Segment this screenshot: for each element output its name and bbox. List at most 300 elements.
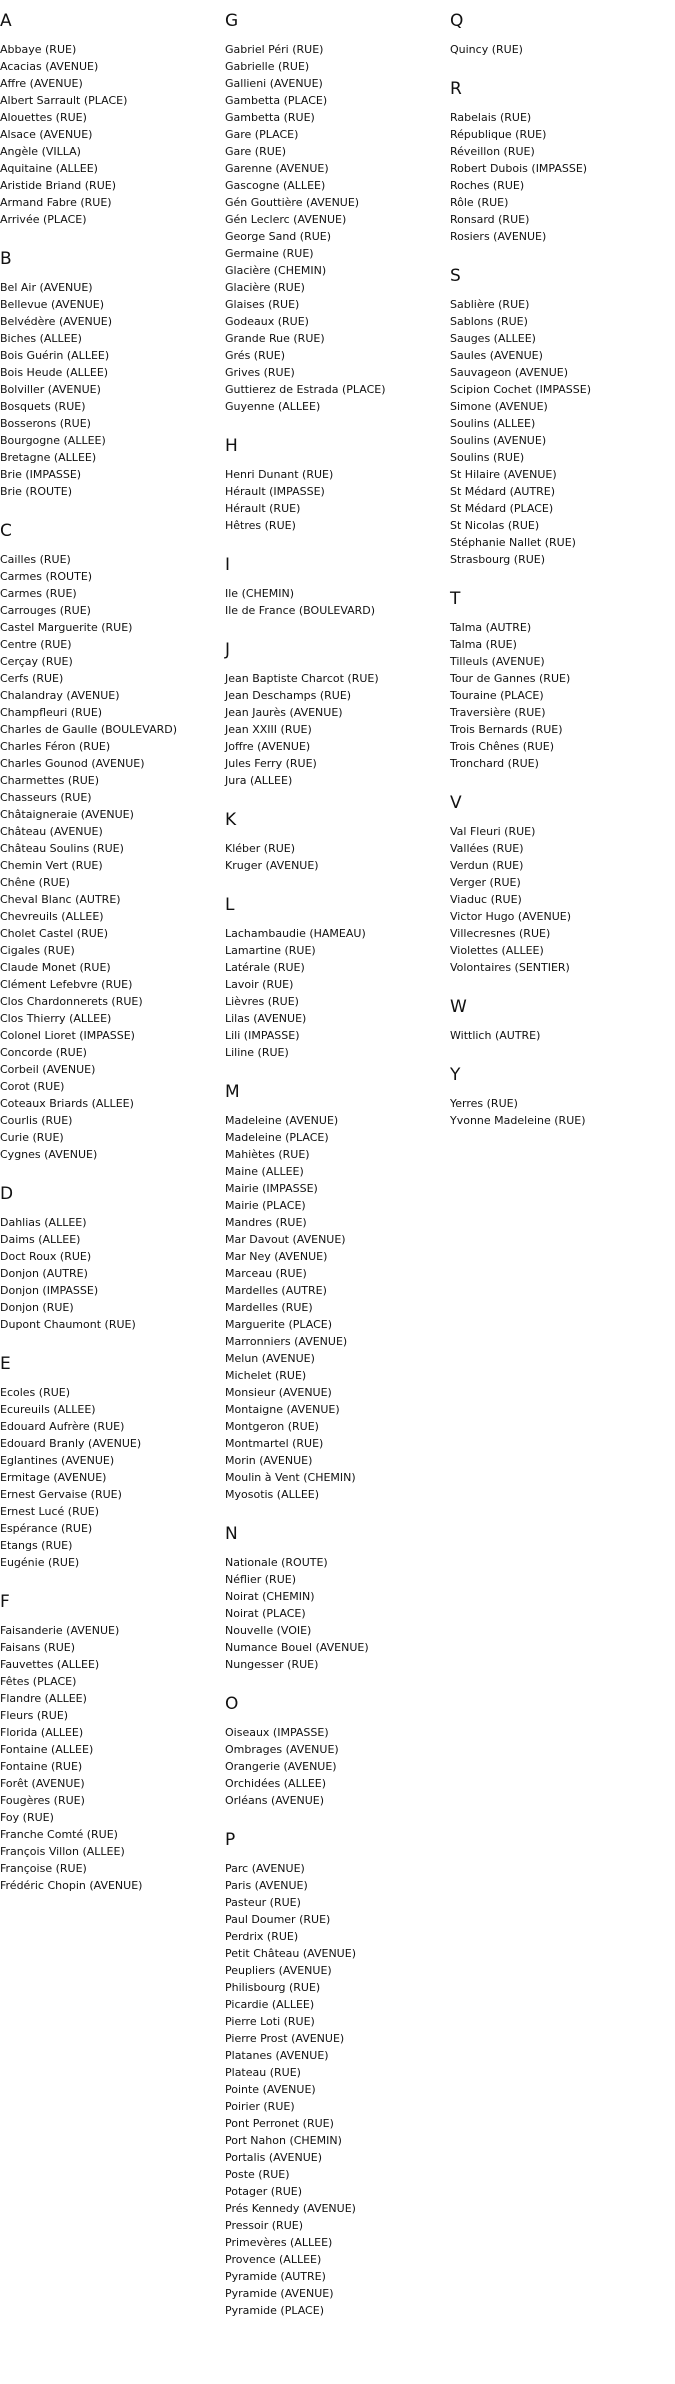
street-entry: Jean Baptiste Charcot (RUE) <box>225 672 379 685</box>
street-list <box>225 1724 445 1809</box>
street-entry: Val Fleuri (RUE) <box>450 825 536 838</box>
street-entry: Liline (RUE) <box>225 1046 289 1059</box>
street-entry: Lili (IMPASSE) <box>225 1029 300 1042</box>
street-list <box>450 41 670 58</box>
street-entry: Concorde (RUE) <box>0 1046 87 1059</box>
street-entry: Fougères (RUE) <box>0 1794 85 1807</box>
street-entry: Centre (RUE) <box>0 638 72 651</box>
letter-heading: H <box>225 436 238 456</box>
street-entry: Sauvageon (AVENUE) <box>450 366 569 379</box>
street-entry: Latérale (RUE) <box>225 961 305 974</box>
street-entry: Hérault (IMPASSE) <box>225 485 325 498</box>
street-entry: Touraine (PLACE) <box>450 689 544 702</box>
street-entry: Robert Dubois (IMPASSE) <box>450 162 588 175</box>
street-entry: Bosquets (RUE) <box>0 400 86 413</box>
letter-group <box>225 554 445 619</box>
street-entry: Bourgogne (ALLEE) <box>0 434 106 447</box>
street-entry: Parc (AVENUE) <box>225 1862 305 1875</box>
street-entry: Jean Jaurès (AVENUE) <box>225 706 343 719</box>
street-entry: Faisanderie (AVENUE) <box>0 1624 120 1637</box>
street-entry: Villecresnes (RUE) <box>450 927 551 940</box>
street-entry: Ombrages (AVENUE) <box>225 1743 339 1756</box>
street-entry: Chalandray (AVENUE) <box>0 689 120 702</box>
street-entry: Montmartel (RUE) <box>225 1437 324 1450</box>
street-entry: Flandre (ALLEE) <box>0 1692 87 1705</box>
letter-heading: Q <box>450 11 464 31</box>
letter-heading: J <box>225 640 231 660</box>
street-entry: Cygnes (AVENUE) <box>0 1148 98 1161</box>
street-entry: Glacière (RUE) <box>225 281 305 294</box>
street-entry: Clos Thierry (ALLEE) <box>0 1012 112 1025</box>
street-entry: Charles de Gaulle (BOULEVARD) <box>0 723 178 736</box>
street-entry: Carmes (RUE) <box>0 587 77 600</box>
street-entry: Trois Bernards (RUE) <box>450 723 563 736</box>
street-entry: Prés Kennedy (AVENUE) <box>225 2202 356 2215</box>
street-entry: Tronchard (RUE) <box>450 757 539 770</box>
street-entry: Tour de Gannes (RUE) <box>450 672 571 685</box>
street-entry: Fontaine (ALLEE) <box>0 1743 94 1756</box>
street-entry: Gambetta (RUE) <box>225 111 315 124</box>
street-entry: Coteaux Briards (ALLEE) <box>0 1097 134 1110</box>
street-entry: Pyramide (AUTRE) <box>225 2270 326 2283</box>
street-entry: Fêtes (PLACE) <box>0 1675 77 1688</box>
street-entry: Violettes (ALLEE) <box>450 944 544 957</box>
street-entry: Castel Marguerite (RUE) <box>0 621 133 634</box>
street-entry: Gambetta (PLACE) <box>225 94 328 107</box>
street-entry: Perdrix (RUE) <box>225 1930 299 1943</box>
street-index-column-1 <box>0 10 220 1914</box>
letter-heading: F <box>0 1592 10 1612</box>
street-entry: Cailles (RUE) <box>0 553 71 566</box>
street-entry: Mar Ney (AVENUE) <box>225 1250 328 1263</box>
street-entry: Fauvettes (ALLEE) <box>0 1658 100 1671</box>
street-list <box>225 925 445 1061</box>
street-entry: Gare (PLACE) <box>225 128 299 141</box>
street-entry: Brie (IMPASSE) <box>0 468 82 481</box>
street-entry: Monsieur (AVENUE) <box>225 1386 332 1399</box>
street-entry: Henri Dunant (RUE) <box>225 468 334 481</box>
street-entry: Pierre Loti (RUE) <box>225 2015 315 2028</box>
street-entry: Nouvelle (VOIE) <box>225 1624 312 1637</box>
street-list <box>450 296 670 568</box>
letter-group <box>450 265 670 568</box>
street-entry: Potager (RUE) <box>225 2185 303 2198</box>
street-list <box>450 823 670 976</box>
street-entry: Champfleuri (RUE) <box>0 706 103 719</box>
street-entry: Fontaine (RUE) <box>0 1760 83 1773</box>
street-index-column-2 <box>225 10 445 2339</box>
street-entry: Corbeil (AVENUE) <box>0 1063 96 1076</box>
street-entry: Quincy (RUE) <box>450 43 523 56</box>
letter-heading: G <box>225 11 239 31</box>
street-entry: Ecureuils (ALLEE) <box>0 1403 96 1416</box>
street-entry: Bois Heude (ALLEE) <box>0 366 109 379</box>
street-entry: Belvédère (AVENUE) <box>0 315 113 328</box>
street-entry: Guyenne (ALLEE) <box>225 400 321 413</box>
street-entry: Ronsard (RUE) <box>450 213 530 226</box>
street-entry: Sablière (RUE) <box>450 298 530 311</box>
street-entry: Grives (RUE) <box>225 366 295 379</box>
street-entry: St Médard (AUTRE) <box>450 485 556 498</box>
letter-heading: M <box>225 1082 240 1102</box>
street-entry: Nationale (ROUTE) <box>225 1556 328 1569</box>
street-entry: Montgeron (RUE) <box>225 1420 319 1433</box>
street-entry: Clément Lefebvre (RUE) <box>0 978 133 991</box>
letter-group <box>0 1353 220 1571</box>
letter-heading: I <box>225 555 231 575</box>
street-entry: Myosotis (ALLEE) <box>225 1488 320 1501</box>
street-entry: St Hilaire (AVENUE) <box>450 468 557 481</box>
street-entry: Pressoir (RUE) <box>225 2219 303 2232</box>
street-entry: Faisans (RUE) <box>0 1641 76 1654</box>
street-entry: Soulins (AVENUE) <box>450 434 547 447</box>
letter-heading: W <box>450 997 467 1017</box>
street-entry: Trois Chênes (RUE) <box>450 740 555 753</box>
street-entry: Florida (ALLEE) <box>0 1726 84 1739</box>
street-entry: Bel Air (AVENUE) <box>0 281 93 294</box>
street-entry: Poste (RUE) <box>225 2168 290 2181</box>
street-entry: Ecoles (RUE) <box>0 1386 71 1399</box>
street-list <box>225 1860 445 2319</box>
street-entry: Chevreuils (ALLEE) <box>0 910 104 923</box>
street-entry: Orchidées (ALLEE) <box>225 1777 327 1790</box>
street-entry: Mahiètes (RUE) <box>225 1148 310 1161</box>
letter-heading: Y <box>450 1065 461 1085</box>
letter-group <box>450 10 670 58</box>
street-entry: Scipion Cochet (IMPASSE) <box>450 383 592 396</box>
street-entry: Donjon (RUE) <box>0 1301 74 1314</box>
street-entry: Lavoir (RUE) <box>225 978 294 991</box>
street-entry: Paul Doumer (RUE) <box>225 1913 331 1926</box>
street-entry: Germaine (RUE) <box>225 247 314 260</box>
street-entry: Etangs (RUE) <box>0 1539 73 1552</box>
letter-group <box>225 435 445 534</box>
street-entry: Edouard Branly (AVENUE) <box>0 1437 142 1450</box>
street-entry: Lachambaudie (HAMEAU) <box>225 927 366 940</box>
street-entry: Jura (ALLEE) <box>225 774 293 787</box>
street-entry: Donjon (IMPASSE) <box>0 1284 99 1297</box>
street-entry: Numance Bouel (AVENUE) <box>225 1641 369 1654</box>
street-entry: Noirat (PLACE) <box>225 1607 306 1620</box>
street-entry: Gare (RUE) <box>225 145 287 158</box>
street-entry: Pierre Prost (AVENUE) <box>225 2032 345 2045</box>
street-entry: Daims (ALLEE) <box>0 1233 81 1246</box>
street-entry: Gén Gouttière (AVENUE) <box>225 196 360 209</box>
street-entry: Hérault (RUE) <box>225 502 301 515</box>
letter-group <box>450 588 670 772</box>
letter-heading: L <box>225 895 235 915</box>
street-list <box>225 466 445 534</box>
street-entry: Donjon (AUTRE) <box>0 1267 88 1280</box>
street-entry: Guttierez de Estrada (PLACE) <box>225 383 386 396</box>
street-entry: Hêtres (RUE) <box>225 519 296 532</box>
street-entry: République (RUE) <box>450 128 547 141</box>
street-entry: Platanes (AVENUE) <box>225 2049 329 2062</box>
street-entry: Paris (AVENUE) <box>225 1879 308 1892</box>
street-entry: Doct Roux (RUE) <box>0 1250 92 1263</box>
street-list <box>225 1112 445 1503</box>
street-entry: Maine (ALLEE) <box>225 1165 304 1178</box>
street-entry: Affre (AVENUE) <box>0 77 83 90</box>
street-entry: Grés (RUE) <box>225 349 286 362</box>
street-entry: Soulins (RUE) <box>450 451 525 464</box>
street-entry: Traversière (RUE) <box>450 706 546 719</box>
street-list <box>0 1384 220 1571</box>
street-entry: Clos Chardonnerets (RUE) <box>0 995 143 1008</box>
street-entry: Chemin Vert (RUE) <box>0 859 103 872</box>
street-list <box>225 670 445 789</box>
letter-group <box>225 1693 445 1809</box>
street-entry: Acacias (AVENUE) <box>0 60 99 73</box>
letter-group <box>450 996 670 1044</box>
letter-group <box>0 248 220 500</box>
street-entry: Espérance (RUE) <box>0 1522 93 1535</box>
street-entry: Réveillon (RUE) <box>450 145 535 158</box>
street-entry: Poirier (RUE) <box>225 2100 295 2113</box>
letter-group <box>225 639 445 789</box>
street-entry: Melun (AVENUE) <box>225 1352 315 1365</box>
letter-group <box>450 78 670 245</box>
letter-group <box>225 1081 445 1503</box>
street-entry: Provence (ALLEE) <box>225 2253 322 2266</box>
street-entry: Godeaux (RUE) <box>225 315 309 328</box>
letter-heading: R <box>450 79 462 99</box>
street-entry: Strasbourg (RUE) <box>450 553 546 566</box>
street-entry: Charles Féron (RUE) <box>0 740 111 753</box>
street-entry: Corot (RUE) <box>0 1080 65 1093</box>
street-entry: Lilas (AVENUE) <box>225 1012 307 1025</box>
letter-heading: D <box>0 1184 14 1204</box>
street-entry: Ile de France (BOULEVARD) <box>225 604 376 617</box>
street-entry: Oiseaux (IMPASSE) <box>225 1726 329 1739</box>
street-entry: Garenne (AVENUE) <box>225 162 329 175</box>
street-entry: Ermitage (AVENUE) <box>0 1471 107 1484</box>
street-entry: Mairie (PLACE) <box>225 1199 306 1212</box>
street-entry: Aristide Briand (RUE) <box>0 179 116 192</box>
street-entry: Plateau (RUE) <box>225 2066 301 2079</box>
street-entry: Rabelais (RUE) <box>450 111 532 124</box>
street-entry: Joffre (AVENUE) <box>225 740 311 753</box>
letter-group <box>225 1523 445 1673</box>
street-entry: François Villon (ALLEE) <box>0 1845 125 1858</box>
street-entry: Verger (RUE) <box>450 876 521 889</box>
street-entry: Arrivée (PLACE) <box>0 213 87 226</box>
street-entry: Courlis (RUE) <box>0 1114 73 1127</box>
street-entry: Mar Davout (AVENUE) <box>225 1233 346 1246</box>
street-entry: Alsace (AVENUE) <box>0 128 93 141</box>
street-entry: Néflier (RUE) <box>225 1573 296 1586</box>
street-entry: Cerfs (RUE) <box>0 672 64 685</box>
street-entry: Nungesser (RUE) <box>225 1658 319 1671</box>
street-list <box>450 109 670 245</box>
street-entry: Roches (RUE) <box>450 179 525 192</box>
street-entry: Dupont Chaumont (RUE) <box>0 1318 136 1331</box>
street-entry: Glacière (CHEMIN) <box>225 264 327 277</box>
street-entry: Talma (RUE) <box>450 638 517 651</box>
street-entry: Glaises (RUE) <box>225 298 300 311</box>
street-entry: Stéphanie Nallet (RUE) <box>450 536 576 549</box>
street-entry: Angèle (VILLA) <box>0 145 81 158</box>
street-entry: Talma (AUTRE) <box>450 621 532 634</box>
street-entry: Madeleine (AVENUE) <box>225 1114 339 1127</box>
street-entry: Ernest Lucé (RUE) <box>0 1505 100 1518</box>
street-entry: Noirat (CHEMIN) <box>225 1590 315 1603</box>
letter-heading: K <box>225 810 237 830</box>
letter-heading: N <box>225 1524 238 1544</box>
street-entry: Rosiers (AVENUE) <box>450 230 547 243</box>
street-entry: Gascogne (ALLEE) <box>225 179 326 192</box>
street-list <box>225 585 445 619</box>
street-entry: Morin (AVENUE) <box>225 1454 313 1467</box>
street-entry: Orangerie (AVENUE) <box>225 1760 337 1773</box>
street-entry: Pyramide (AVENUE) <box>225 2287 334 2300</box>
street-entry: Volontaires (SENTIER) <box>450 961 570 974</box>
street-entry: Marceau (RUE) <box>225 1267 307 1280</box>
letter-heading: V <box>450 793 462 813</box>
street-entry: Gallieni (AVENUE) <box>225 77 323 90</box>
street-entry: Pasteur (RUE) <box>225 1896 301 1909</box>
street-entry: Bosserons (RUE) <box>0 417 91 430</box>
street-entry: Victor Hugo (AVENUE) <box>450 910 572 923</box>
street-entry: Bretagne (ALLEE) <box>0 451 97 464</box>
street-list <box>225 41 445 415</box>
letter-heading: S <box>450 266 461 286</box>
street-entry: Curie (RUE) <box>0 1131 64 1144</box>
street-entry: Philisbourg (RUE) <box>225 1981 321 1994</box>
letter-group <box>450 792 670 976</box>
street-entry: Frédéric Chopin (AVENUE) <box>0 1879 143 1892</box>
letter-heading: T <box>450 589 461 609</box>
street-entry: Marguerite (PLACE) <box>225 1318 332 1331</box>
street-entry: Bellevue (AVENUE) <box>0 298 105 311</box>
street-entry: Madeleine (PLACE) <box>225 1131 329 1144</box>
street-entry: Kléber (RUE) <box>225 842 296 855</box>
street-list <box>0 41 220 228</box>
letter-heading: A <box>0 11 12 31</box>
letter-group <box>0 1183 220 1333</box>
street-entry: Yerres (RUE) <box>450 1097 518 1110</box>
street-list <box>450 1027 670 1044</box>
street-entry: Albert Sarrault (PLACE) <box>0 94 128 107</box>
street-entry: Abbaye (RUE) <box>0 43 77 56</box>
letter-group <box>0 520 220 1163</box>
street-entry: Carmes (ROUTE) <box>0 570 93 583</box>
street-entry: Gén Leclerc (AVENUE) <box>225 213 347 226</box>
street-entry: Forêt (AVENUE) <box>0 1777 85 1790</box>
street-entry: Lamartine (RUE) <box>225 944 316 957</box>
street-entry: Mandres (RUE) <box>225 1216 307 1229</box>
letter-heading: P <box>225 1830 236 1850</box>
letter-group <box>0 1591 220 1894</box>
street-list <box>0 1622 220 1894</box>
street-entry: Rôle (RUE) <box>450 196 509 209</box>
street-entry: Vallées (RUE) <box>450 842 524 855</box>
street-entry: Jean XXIII (RUE) <box>225 723 312 736</box>
street-entry: Marronniers (AVENUE) <box>225 1335 348 1348</box>
street-entry: Petit Château (AVENUE) <box>225 1947 356 1960</box>
street-entry: Grande Rue (RUE) <box>225 332 325 345</box>
street-entry: Eglantines (AVENUE) <box>0 1454 115 1467</box>
street-entry: Orléans (AVENUE) <box>225 1794 325 1807</box>
street-entry: St Médard (PLACE) <box>450 502 554 515</box>
street-entry: Moulin à Vent (CHEMIN) <box>225 1471 356 1484</box>
street-entry: Tilleuls (AVENUE) <box>450 655 545 668</box>
street-entry: Charmettes (RUE) <box>0 774 100 787</box>
letter-group <box>225 809 445 874</box>
street-entry: Saules (AVENUE) <box>450 349 543 362</box>
street-entry: Ile (CHEMIN) <box>225 587 295 600</box>
street-entry: Cigales (RUE) <box>0 944 75 957</box>
street-entry: Picardie (ALLEE) <box>225 1998 315 2011</box>
street-entry: Colonel Lioret (IMPASSE) <box>0 1029 135 1042</box>
letter-group <box>225 894 445 1061</box>
letter-group <box>225 1829 445 2319</box>
street-entry: Simone (AVENUE) <box>450 400 548 413</box>
street-entry: George Sand (RUE) <box>225 230 331 243</box>
street-entry: Brie (ROUTE) <box>0 485 72 498</box>
street-entry: Verdun (RUE) <box>450 859 524 872</box>
street-list <box>225 1554 445 1673</box>
street-entry: Eugénie (RUE) <box>0 1556 80 1569</box>
street-entry: Aquitaine (ALLEE) <box>0 162 98 175</box>
street-entry: Ernest Gervaise (RUE) <box>0 1488 122 1501</box>
street-entry: Alouettes (RUE) <box>0 111 87 124</box>
street-entry: Jean Deschamps (RUE) <box>225 689 352 702</box>
street-entry: Jules Ferry (RUE) <box>225 757 317 770</box>
street-entry: Montaigne (AVENUE) <box>225 1403 340 1416</box>
street-entry: Châtaigneraie (AVENUE) <box>0 808 134 821</box>
street-entry: Bois Guérin (ALLEE) <box>0 349 110 362</box>
street-index-column-3 <box>450 10 670 1149</box>
street-entry: Kruger (AVENUE) <box>225 859 319 872</box>
street-entry: Pont Perronet (RUE) <box>225 2117 334 2130</box>
street-entry: Claude Monet (RUE) <box>0 961 111 974</box>
letter-group <box>225 10 445 415</box>
street-entry: Sablons (RUE) <box>450 315 528 328</box>
street-entry: Mardelles (RUE) <box>225 1301 313 1314</box>
street-entry: Mardelles (AUTRE) <box>225 1284 327 1297</box>
street-entry: Cholet Castel (RUE) <box>0 927 109 940</box>
street-entry: Pyramide (PLACE) <box>225 2304 324 2317</box>
street-entry: Chêne (RUE) <box>0 876 70 889</box>
street-entry: Carrouges (RUE) <box>0 604 91 617</box>
street-entry: Françoise (RUE) <box>0 1862 87 1875</box>
street-entry: Foy (RUE) <box>0 1811 54 1824</box>
letter-heading: B <box>0 249 12 269</box>
letter-heading: O <box>225 1694 239 1714</box>
street-entry: Château (AVENUE) <box>0 825 103 838</box>
street-entry: Soulins (ALLEE) <box>450 417 536 430</box>
street-entry: St Nicolas (RUE) <box>450 519 540 532</box>
letter-group <box>0 10 220 228</box>
street-list <box>450 1095 670 1129</box>
street-entry: Gabriel Péri (RUE) <box>225 43 324 56</box>
street-entry: Fleurs (RUE) <box>0 1709 69 1722</box>
street-list <box>0 551 220 1163</box>
street-entry: Peupliers (AVENUE) <box>225 1964 332 1977</box>
street-entry: Gabrielle (RUE) <box>225 60 310 73</box>
street-list <box>0 1214 220 1333</box>
street-entry: Château Soulins (RUE) <box>0 842 124 855</box>
street-entry: Bolviller (AVENUE) <box>0 383 101 396</box>
street-entry: Dahlias (ALLEE) <box>0 1216 87 1229</box>
letter-group <box>450 1064 670 1129</box>
street-entry: Franche Comté (RUE) <box>0 1828 118 1841</box>
letter-heading: E <box>0 1354 11 1374</box>
street-entry: Mairie (IMPASSE) <box>225 1182 318 1195</box>
street-entry: Wittlich (AUTRE) <box>450 1029 541 1042</box>
street-entry: Charles Gounod (AVENUE) <box>0 757 145 770</box>
